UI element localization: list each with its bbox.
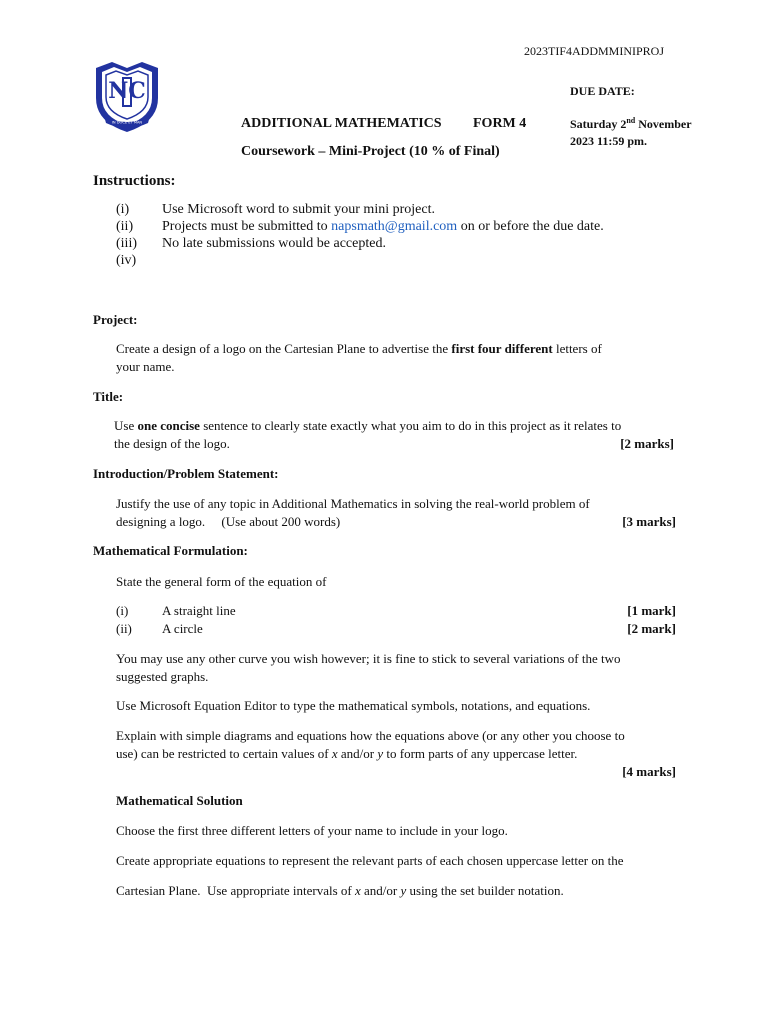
list-item: (i) Use Microsoft word to submit your mini project. [116, 202, 435, 217]
formulation-heading: Mathematical Formulation: [93, 543, 248, 558]
subject-title: ADDITIONAL MATHEMATICS [241, 116, 442, 131]
list-item: (iv) [116, 253, 137, 268]
formulation-lead: State the general form of the equation of [116, 574, 327, 589]
instructions-heading: Instructions: [93, 173, 176, 189]
title-text: Use one concise sentence to clearly state exactly what you aim to do in this project as it relates to the design of the logo. [2 marks] [114, 418, 674, 451]
email-link[interactable]: napsmath@gmail.com [331, 219, 458, 234]
formulation-para-curves: You may use any other curve you wish however; it is fine to stick to several variations of the two suggested graphs. [116, 651, 621, 684]
formulation-para-explain: Explain with simple diagrams and equations how the equations above (or any other you choose to use) can be restricted to certain values of x and/or y to form parts of any uppercase letter. [4 marks] [116, 728, 676, 779]
solution-heading: Mathematical Solution [116, 793, 243, 808]
svg-text:NC: NC [108, 78, 146, 104]
project-heading: Project: [93, 312, 138, 327]
introduction-text: Justify the use of any topic in Additional Mathematics in solving the real-world problem of designing a logo. (Use about 200 words) [3 marks] [116, 496, 676, 529]
introduction-heading: Introduction/Problem Statement: [93, 466, 279, 481]
formulation-para-editor: Use Microsoft Equation Editor to type the mathematical symbols, notations, and equations. [116, 698, 591, 713]
list-item: (iii) No late submissions would be accepted. [116, 236, 386, 251]
document-code: 2023TIF4ADDMMINIPROJ [524, 44, 665, 58]
marks-label: [3 marks] [622, 514, 676, 529]
instructions-list [116, 202, 716, 270]
list-item: (ii) Projects must be submitted to napsmath@gmail.com on or before the due date. [116, 219, 604, 234]
list-item: (i) A straight line [1 mark] [116, 603, 676, 618]
crest-motto: IN DOCE ET MAN [111, 120, 143, 125]
title-heading: Title: [93, 389, 124, 404]
solution-para-intervals: Cartesian Plane. Use appropriate intervals of x and/or y using the set builder notation. [116, 883, 564, 898]
solution-para-create: Create appropriate equations to represent the relevant parts of each chosen uppercase letter on the [116, 853, 624, 868]
course-title: Coursework – Mini-Project (10 % of Final) [241, 144, 500, 159]
due-date-value: Saturday 2nd November 2023 11:59 pm. [570, 116, 692, 148]
due-date-label: DUE DATE: [570, 84, 635, 98]
list-item: (ii) A circle [2 mark] [116, 621, 676, 636]
marks-label: [2 marks] [620, 436, 674, 451]
school-crest-icon [92, 60, 162, 134]
project-text: Create a design of a logo on the Cartesian Plane to advertise the first four different letters of your name. [116, 341, 602, 374]
marks-label: [4 marks] [622, 764, 676, 779]
form-level: FORM 4 [473, 116, 527, 131]
formulation-list [116, 602, 676, 638]
solution-para-choose: Choose the first three different letters of your name to include in your logo. [116, 823, 508, 838]
